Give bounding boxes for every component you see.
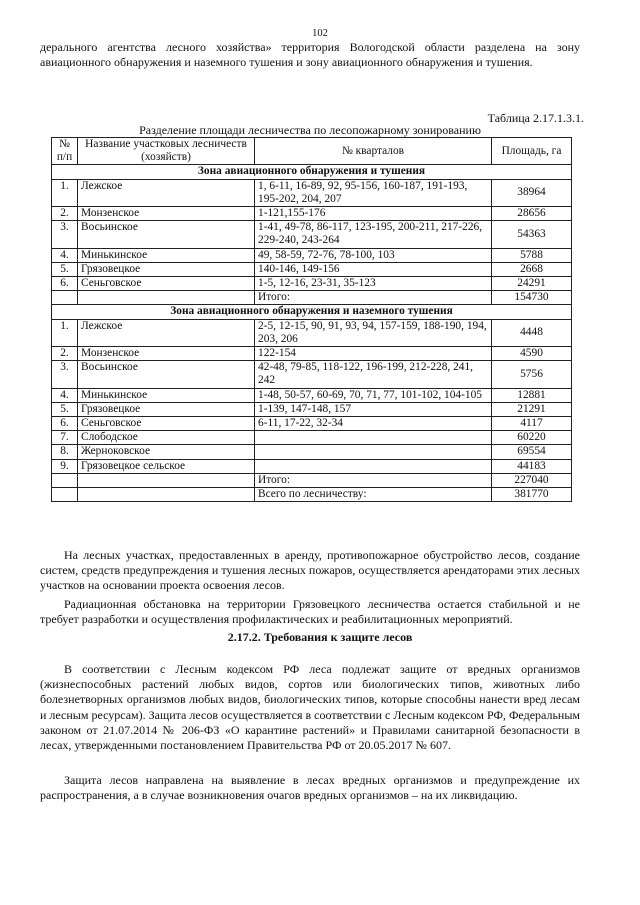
lease-paragraph: На лесных участках, предоставленных в аренду, противопожарное обустройство лесов, создание систем, средств предупреждения и тушения лесных пожаров, осуществляется арендаторами этих лесных участков на основании проекта освоения лесов. (40, 548, 580, 593)
row-quarters: 1-121,155-176 (255, 207, 492, 221)
row-name: Лежское (78, 179, 255, 206)
zone-title-row (52, 305, 572, 319)
zone2-title: Зона авиационного обнаружения и наземного тушения (52, 305, 572, 319)
row-num: 9. (52, 459, 78, 473)
row-name: Сеньговское (78, 277, 255, 291)
protection-paragraph: В соответствии с Лесным кодексом РФ леса подлежат защите от вредных организмов (жизнеспособных растений любых видов, сортов или биологических типов, животных либо болезнетворных организмов любых видов, биологических типов, которые способны нанести вред лесам и лесным ресурсам). Защита лесов осуществляется в соответствии с Лесным кодексом РФ, Федеральным законом от 21.07.2014 № 206-ФЗ «О карантине растений» и Правилами санитарной безопасности в лесах, утвержденными постановлением Правительства РФ от 20.05.2017 № 607. (40, 662, 580, 753)
row-name: Монзенское (78, 347, 255, 361)
zone2-total-label: Итого: (255, 473, 492, 487)
table-row (52, 207, 572, 221)
row-quarters: 49, 58-59, 72-76, 78-100, 103 (255, 248, 492, 262)
row-quarters (255, 445, 492, 459)
zone1-title: Зона авиационного обнаружения и тушения (52, 165, 572, 179)
row-num: 1. (52, 319, 78, 346)
empty-cell (78, 291, 255, 305)
table-row (52, 459, 572, 473)
row-name: Монзенское (78, 207, 255, 221)
row-area: 4590 (492, 347, 572, 361)
row-name: Грязовецкое (78, 402, 255, 416)
row-area: 12881 (492, 388, 572, 402)
zone-title-row (52, 165, 572, 179)
table-row (52, 179, 572, 206)
row-area: 4117 (492, 417, 572, 431)
zone1-total-value: 154730 (492, 291, 572, 305)
row-name: Лежское (78, 319, 255, 346)
row-area: 2668 (492, 262, 572, 276)
row-num: 2. (52, 207, 78, 221)
row-quarters: 2-5, 12-15, 90, 91, 93, 94, 157-159, 188-190, 194, 203, 206 (255, 319, 492, 346)
row-area: 5788 (492, 248, 572, 262)
row-num: 5. (52, 402, 78, 416)
table-row (52, 445, 572, 459)
empty-cell (52, 291, 78, 305)
row-area: 69554 (492, 445, 572, 459)
row-num: 5. (52, 262, 78, 276)
row-name: Восьинское (78, 361, 255, 388)
section-heading: 2.17.2. Требования к защите лесов (227, 630, 413, 644)
empty-cell (52, 473, 78, 487)
table-row (52, 319, 572, 346)
empty-cell (78, 488, 255, 502)
table-row (52, 221, 572, 248)
grand-total-label: Всего по лесничеству: (255, 488, 492, 502)
grand-total-value: 381770 (492, 488, 572, 502)
row-name: Грязовецкое (78, 262, 255, 276)
row-num: 8. (52, 445, 78, 459)
row-area: 4448 (492, 319, 572, 346)
page-number: 102 (312, 28, 328, 39)
table-row (52, 417, 572, 431)
table-row (52, 277, 572, 291)
row-num: 1. (52, 179, 78, 206)
table-row (52, 361, 572, 388)
table-row (52, 248, 572, 262)
zone1-body (52, 165, 572, 305)
row-quarters: 1-48, 50-57, 60-69, 70, 71, 77, 101-102, 104-105 (255, 388, 492, 402)
row-num: 3. (52, 361, 78, 388)
row-area: 54363 (492, 221, 572, 248)
row-name: Восьинское (78, 221, 255, 248)
row-quarters (255, 459, 492, 473)
total-row (52, 473, 572, 487)
row-name: Сеньговское (78, 417, 255, 431)
header-quarters: № кварталов (255, 138, 492, 165)
table-row (52, 388, 572, 402)
row-name: Жерноковское (78, 445, 255, 459)
row-quarters: 1-5, 12-16, 23-31, 35-123 (255, 277, 492, 291)
zone2-total-value: 227040 (492, 473, 572, 487)
row-name: Грязовецкое сельское (78, 459, 255, 473)
radiation-paragraph: Радиационная обстановка на территории Грязовецкого лесничества остается стабильной и не требует разработки и осуществления профилактических и реабилитационных мероприятий. (40, 597, 580, 627)
aim-paragraph: Защита лесов направлена на выявление в лесах вредных организмов и предупреждение их распространения, а в случае возникновения очагов вредных организмов – на их ликвидацию. (40, 773, 580, 803)
row-quarters: 1-41, 49-78, 86-117, 123-195, 200-211, 217-226, 229-240, 243-264 (255, 221, 492, 248)
total-row (52, 291, 572, 305)
row-num: 2. (52, 347, 78, 361)
row-quarters: 140-146, 149-156 (255, 262, 492, 276)
row-quarters (255, 431, 492, 445)
empty-cell (52, 488, 78, 502)
header-name: Название участковых лесничеств (хозяйств) (78, 138, 255, 165)
table-caption: Таблица 2.17.1.3.1. (487, 111, 584, 125)
row-num: 3. (52, 221, 78, 248)
intro-paragraph: дерального агентства лесного хозяйства» территория Вологодской области разделена на зону авиационного обнаружения и наземного тушения и зону авиационного обнаружения и тушения. (40, 40, 580, 70)
row-quarters: 122-154 (255, 347, 492, 361)
table-row (52, 402, 572, 416)
row-area: 28656 (492, 207, 572, 221)
row-num: 4. (52, 388, 78, 402)
grand-total-row (52, 488, 572, 502)
table-title: Разделение площади лесничества по лесопожарному зонированию (139, 123, 481, 137)
table-row (52, 431, 572, 445)
row-quarters: 42-48, 79-85, 118-122, 196-199, 212-228, 241, 242 (255, 361, 492, 388)
row-quarters: 1-139, 147-148, 157 (255, 402, 492, 416)
row-area: 24291 (492, 277, 572, 291)
row-num: 6. (52, 417, 78, 431)
table-row (52, 347, 572, 361)
row-area: 60220 (492, 431, 572, 445)
row-name: Минькинское (78, 248, 255, 262)
row-area: 44183 (492, 459, 572, 473)
table-row (52, 262, 572, 276)
row-area: 38964 (492, 179, 572, 206)
row-area: 21291 (492, 402, 572, 416)
empty-cell (78, 473, 255, 487)
zone1-total-label: Итого: (255, 291, 492, 305)
zone2-body (52, 305, 572, 502)
header-num: № п/п (52, 138, 78, 165)
row-num: 4. (52, 248, 78, 262)
row-quarters: 1, 6-11, 16-89, 92, 95-156, 160-187, 191-193, 195-202, 204, 207 (255, 179, 492, 206)
row-name: Слободское (78, 431, 255, 445)
row-num: 6. (52, 277, 78, 291)
zoning-table (51, 137, 572, 502)
header-area: Площадь, га (492, 138, 572, 165)
row-area: 5756 (492, 361, 572, 388)
row-name: Минькинское (78, 388, 255, 402)
row-quarters: 6-11, 17-22, 32-34 (255, 417, 492, 431)
row-num: 7. (52, 431, 78, 445)
table-header-row (52, 138, 572, 165)
